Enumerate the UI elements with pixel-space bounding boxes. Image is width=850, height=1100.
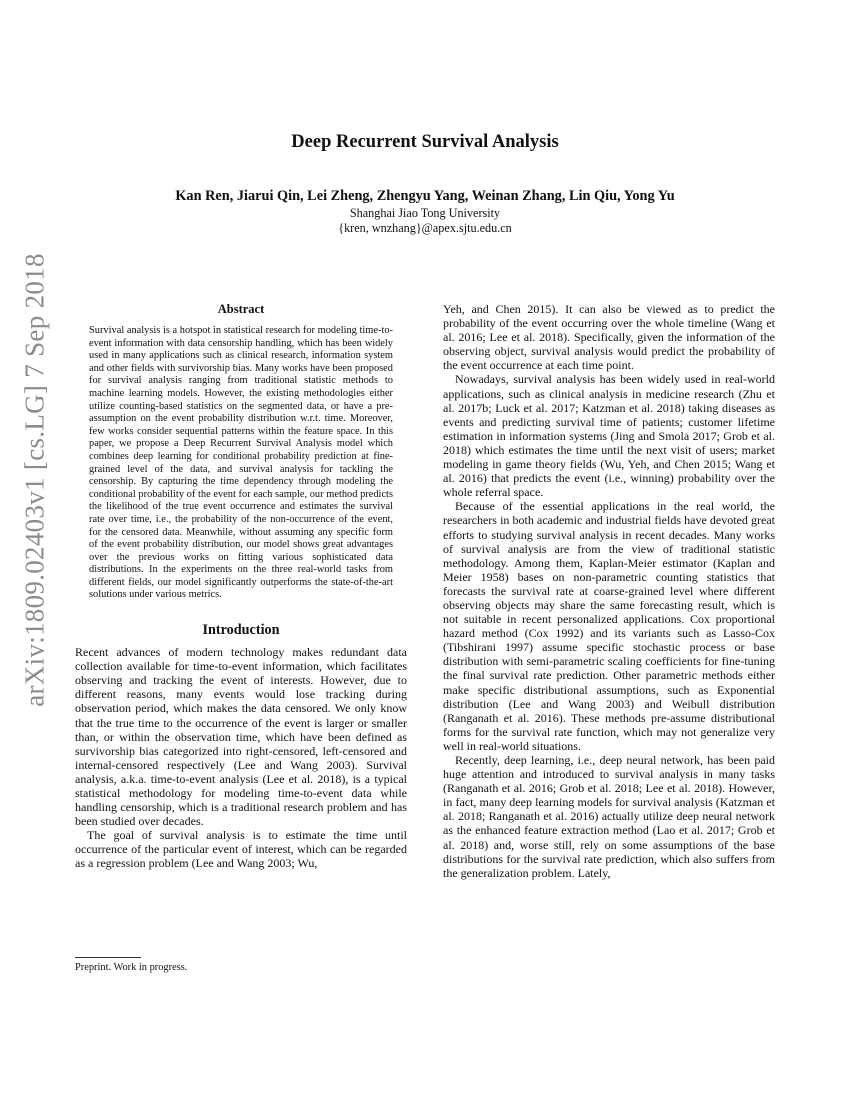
intro-paragraph-4: Nowadays, survival analysis has been widely used in real-world applications, such as clinical analysis in medicine research (Zhu et al. 2017b; Luck et al. 2017; Katzman et al. 2018) taking diseases as events and predicting survival time of patients; customer lifetime estimation in information systems (Jing and Smola 2017; Grob et al. 2018) which estimates the time until the next visit of users; market modeling in game theory fields (Wu, Yeh, and Chen 2015; Wang et al. 2016) that predicts the event (i.e., winning) probability over the whole referral space. xyxy=(443,372,775,500)
abstract-text: Survival analysis is a hotspot in statistical research for modeling time-to-event information with data censorship handling, which has been widely used in many applications such as clinical research, information system and other fields with survivorship bias. Many works have been proposed for survival analysis ranging from traditional statistic methods to machine learning models. However, the existing methodologies either utilize counting-based statistics on the segmented data, or have a pre-assumption on the event probability distribution w.r.t. time. Moreover, few works consider sequential patterns within the feature space. In this paper, we propose a Deep Recurrent Survival Analysis model which combines deep learning for conditional probability prediction at fine-grained level of the data, and survival analysis for tackling the censorship. By capturing the time dependency through modeling the conditional probability of the event for each sample, our method predicts the likelihood of the true event occurrence and estimates the survival rate over time, i.e., the probability of the non-occurrence of the event, for the censored data. Meanwhile, without assuming any specific form of the event probability distribution, our model shows great advantages over the previous works on fitting various sophisticated data distributions. In the experiments on the three real-world tasks from different fields, our model significantly outperforms the state-of-the-art solutions under various metrics. xyxy=(89,325,393,601)
author-email: {kren, wnzhang}@apex.sjtu.edu.cn xyxy=(338,221,512,235)
intro-paragraph-1: Recent advances of modern technology makes redundant data collection available for time-to-event information, which facilitates observing and tracking the event of interests. However, due to different reasons, many events would lose tracking during observation period, which makes the data censored. We only know that the true time to the occurrence of the event is larger or smaller than, or within the observation time, which have been defined as survivorship bias categorized into right-censored, left-censored and internal-censored respectively (Lee and Wang 2003). Survival analysis, a.k.a. time-to-event analysis (Lee et al. 2018), is a typical statistical methodology for modeling time-to-event data while handling censorship, which is a traditional research problem and has been studied over decades. xyxy=(75,645,407,829)
right-column xyxy=(443,302,775,880)
intro-paragraph-2: The goal of survival analysis is to estimate the time until occurrence of the particular event of interest, which can be regarded as a regression problem (Lee and Wang 2003; Wu, xyxy=(75,828,407,871)
arxiv-sidebar xyxy=(12,253,58,707)
left-column xyxy=(75,302,407,871)
paper-authors: Kan Ren, Jiarui Qin, Lei Zheng, Zhengyu Yang, Weinan Zhang, Lin Qiu, Yong Yu xyxy=(175,188,675,204)
intro-paragraph-3: Yeh, and Chen 2015). It can also be viewed as to predict the probability of the event occurring over the whole timeline (Wang et al. 2016; Lee et al. 2018). Specifically, given the information of the observing object, survival analysis would predict the probability of the event occurrence at each time point. xyxy=(443,302,775,373)
arxiv-id: arXiv:1809.02403v1 [cs.LG] 7 Sep 2018 xyxy=(19,253,50,707)
affiliation: Shanghai Jiao Tong University xyxy=(349,206,501,220)
abstract-heading: Abstract xyxy=(217,302,265,316)
footnote: Preprint. Work in progress. xyxy=(75,962,188,973)
paper-title: Deep Recurrent Survival Analysis xyxy=(291,132,559,152)
intro-paragraph-6: Recently, deep learning, i.e., deep neural network, has been paid huge attention and introduced to survival analysis in many tasks (Ranganath et al. 2016; Grob et al. 2018; Lee et al. 2018). However, in fact, many deep learning models for survival analysis (Katzman et al. 2018; Ranganath et al. 2016) actually utilize deep neural network as the enhanced feature extraction method (Lao et al. 2017; Grob et al. 2018) and, worse still, rely on some assumptions of the base distributions for the survival rate prediction, which also suffers from the generalization problem. Lately, xyxy=(443,753,775,880)
intro-paragraph-5: Because of the essential applications in the real world, the researchers in both academic and industrial fields have devoted great efforts to studying survival analysis in recent decades. Many works of survival analysis are from the view of traditional statistic methodology. Among them, Kaplan-Meier estimator (Kaplan and Meier 1958) bases on non-parametric counting statistics that forecasts the survival rate at coarse-grained level where different observing objects may share the same forecasting result, which is not suitable in recent personalized applications. Cox proportional hazard method (Cox 1992) and its variants such as Lasso-Cox (Tibshirani 1997) assume specific stochastic process or base distribution with semi-parametric scaling coefficients for fine-tuning the final survival rate prediction. Other parametric methods either make specific distributional assumptions, such as Exponential distribution (Lee and Wang 2003) and Weibull distribution (Ranganath et al. 2016). These methods pre-assume distributional forms for the survival rate function, which may not generalize very well in real-world situations. xyxy=(443,499,775,753)
footnote-rule xyxy=(75,957,141,958)
author-affiliation-block xyxy=(0,206,850,236)
introduction-heading: Introduction xyxy=(202,622,280,639)
